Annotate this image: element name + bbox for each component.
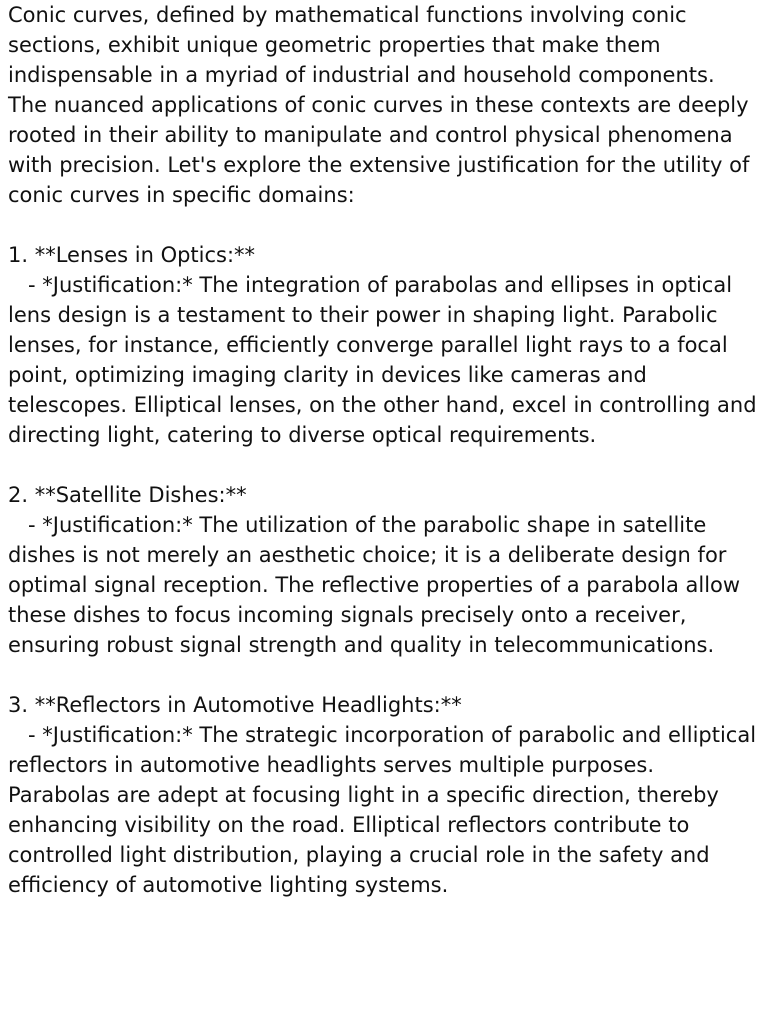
section-heading-lenses: 1. **Lenses in Optics:** [8, 243, 256, 267]
section-heading-satellite: 2. **Satellite Dishes:** [8, 483, 247, 507]
intro-paragraph: Conic curves, defined by mathematical functions involving conic sections, exhibit unique geometric properties that make them indispensable in a myriad of industrial and household components. The nuanced applications of conic curves in these contexts are deeply rooted in their ability to manipulate and control physical phenomena with precision. Let's explore the extensive justification for the utility of conic curves in specific domains: [8, 3, 757, 207]
section-heading-headlights: 3. **Reflectors in Automotive Headlights:** [8, 693, 462, 717]
section-body-satellite: - *Justification:* The utilization of the parabolic shape in satellite dishes is not merely an aesthetic choice; it is a deliberate design for optimal signal reception. The reflective properties of a parabola allow these dishes to focus incoming signals precisely onto a receiver, ensuring robust signal strength and quality in telecommunications. [8, 513, 747, 657]
section-body-lenses: - *Justification:* The integration of parabolas and ellipses in optical lens design is a testament to their power in shaping light. Parabolic lenses, for instance, efficiently converge parallel light rays to a focal point, optimizing imaging clarity in devices like cameras and telescopes. Elliptical lenses, on the other hand, excel in controlling and directing light, catering to diverse optical requirements. [8, 273, 764, 447]
paragraph-gap [8, 660, 760, 690]
paragraph-gap [8, 210, 760, 240]
paragraph-gap [8, 450, 760, 480]
section-body-headlights: - *Justification:* The strategic incorporation of parabolic and elliptical reflectors in automotive headlights serves multiple purposes. Parabolas are adept at focusing light in a specific direction, thereby enhancing visibility on the road. Elliptical reflectors contribute to controlled light distribution, playing a crucial role in the safety and efficiency of automotive lighting systems. [8, 723, 763, 897]
